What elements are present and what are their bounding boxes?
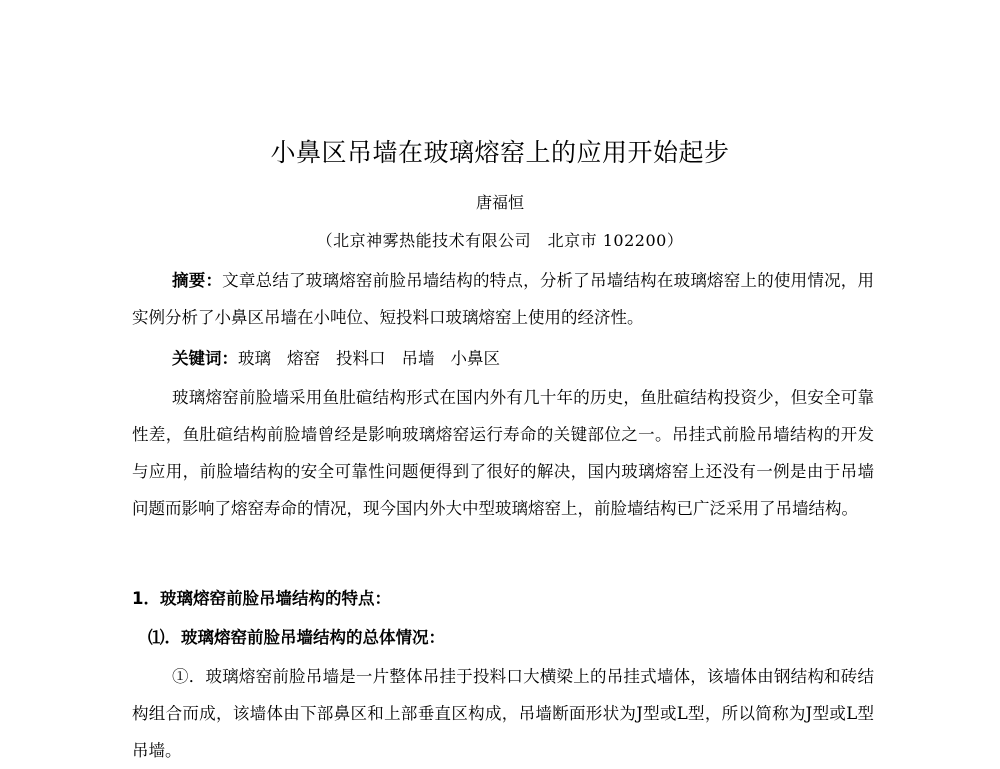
intro-paragraph: 玻璃熔窑前脸墙采用鱼肚碹结构形式在国内外有几十年的历史，鱼肚碹结构投资少，但安全可靠性差，鱼肚碹结构前脸墙曾经是影响玻璃熔窑运行寿命的关键部位之一。吊挂式前脸吊墙结构的开发与应用，前脸墙结构的安全可靠性问题便得到了很好的解决，国内玻璃熔窑上还没有一例是由于吊墙问题而影响了熔窑寿命的情况，现今国内外大中型玻璃熔窑上，前脸墙结构已广泛采用了吊墙结构。 — [132, 388, 874, 518]
keyword-item: 小鼻区 — [450, 349, 500, 368]
subsection-heading: ⑴．玻璃熔窑前脸吊墙结构的总体情况： — [148, 628, 445, 647]
paper-title: 小鼻区吊墙在玻璃熔窑上的应用开始起步 — [270, 138, 730, 167]
author-name: 唐福恒 — [475, 193, 524, 212]
section-heading: 1．玻璃熔窑前脸吊墙结构的特点： — [132, 589, 391, 608]
abstract-paragraph — [132, 262, 874, 336]
keyword-item: 投料口 — [336, 349, 386, 368]
keyword-item: 熔窑 — [287, 349, 320, 368]
abstract-text: 文章总结了玻璃熔窑前脸吊墙结构的特点，分析了吊墙结构在玻璃熔窑上的使用情况，用实例分析了小鼻区吊墙在小吨位、短投料口玻璃熔窑上使用的经济性。 — [132, 271, 875, 327]
abstract-label: 摘要： — [172, 271, 223, 290]
keyword-item: 玻璃 — [238, 349, 271, 368]
list-item-paragraph: ①．玻璃熔窑前脸吊墙是一片整体吊挂于投料口大横梁上的吊挂式墙体，该墙体由钢结构和砖结构组合而成，该墙体由下部鼻区和上部垂直区构成，吊墙断面形状为J型或L型，所以简称为J型或L型吊墙。 — [132, 667, 874, 760]
author-affiliation: （北京神雾热能技术有限公司 北京市 102200） — [316, 231, 684, 250]
keywords-paragraph — [132, 340, 874, 377]
keywords-label: 关键词： — [172, 349, 238, 368]
keyword-item: 吊墙 — [401, 349, 435, 368]
